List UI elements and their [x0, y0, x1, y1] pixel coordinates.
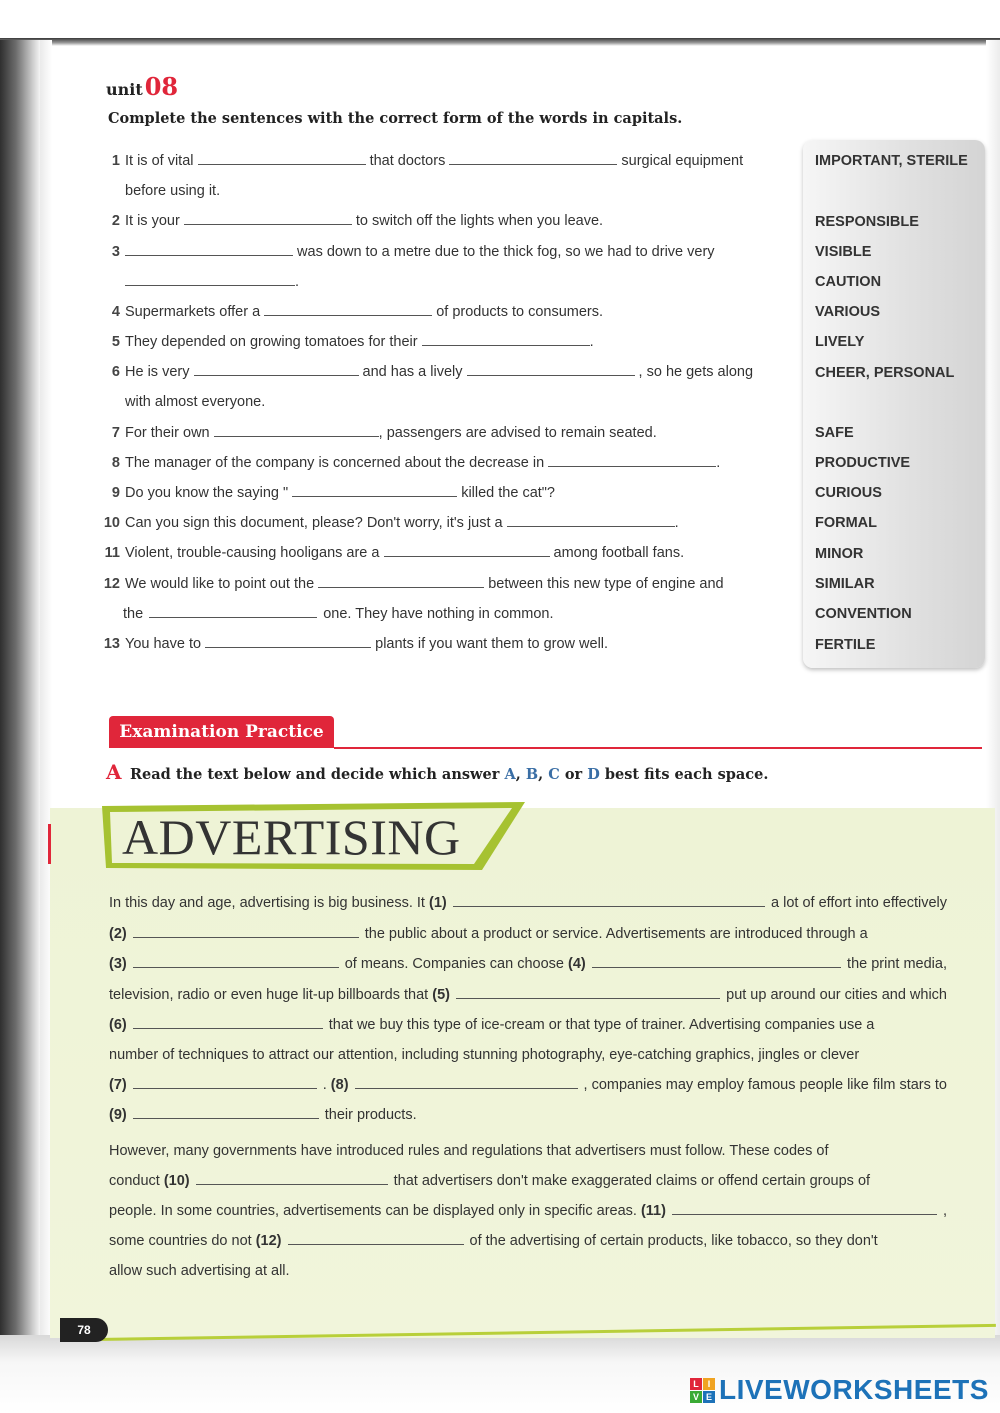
word-bank-item: FORMAL — [815, 515, 878, 531]
question-number: 11 — [104, 545, 120, 561]
gap-number: (1) — [429, 895, 447, 911]
article-text: , — [942, 1203, 947, 1219]
article-text: , companies may employ famous people like film stars to — [583, 1077, 947, 1093]
article-line — [109, 1231, 947, 1251]
answer-blank-10[interactable] — [507, 513, 675, 527]
question-text: We would like to point out the — [125, 576, 315, 592]
word-bank-item: SIMILAR — [815, 576, 875, 592]
part-text: best fits each space. — [604, 766, 769, 783]
article-text: number of techniques to attract our attention, including stunning photography, eye-catching graphics, jingles or clever — [109, 1047, 860, 1063]
article-text: people. In some countries, advertisements can be displayed only in specific areas. — [109, 1203, 637, 1219]
part-a-instruction: A Read the text below and decide which answer A, B, C or D best fits each space. — [106, 760, 769, 784]
book-spine-shadow — [0, 40, 40, 1340]
question-text: , passengers are advised to remain seated. — [378, 425, 657, 441]
question-number: 7 — [111, 425, 120, 441]
option-a: A — [504, 766, 516, 783]
question-12 — [96, 574, 791, 594]
article-line — [109, 1141, 947, 1161]
option-b: B — [525, 766, 539, 783]
part-text: Read the text below and decide which answer — [129, 766, 500, 783]
article-line — [109, 1015, 947, 1035]
article-text: allow such advertising at all. — [109, 1263, 290, 1279]
question-text: It is of vital — [125, 153, 194, 169]
gap-5[interactable] — [456, 985, 720, 999]
article-text: a lot of effort into effectively — [771, 895, 947, 911]
question-9 — [96, 483, 791, 503]
question-7 — [96, 423, 791, 443]
question-text: He is very — [125, 364, 190, 380]
article-text: some countries do not — [109, 1233, 252, 1249]
question-2 — [96, 211, 791, 231]
answer-blank-3b[interactable] — [125, 272, 295, 286]
article-text: of the advertising of certain products, like tobacco, so they don't — [469, 1233, 878, 1249]
word-bank-item: RESPONSIBLE — [815, 214, 919, 230]
word-bank-item: SAFE — [815, 425, 854, 441]
answer-blank-6b[interactable] — [467, 362, 635, 376]
question-3 — [96, 242, 791, 262]
question-text: was down to a metre due to the thick fog, so we had to drive very — [297, 244, 715, 260]
answer-blank-4[interactable] — [264, 302, 432, 316]
question-number: 6 — [111, 364, 120, 380]
question-8 — [96, 453, 791, 473]
gap-8[interactable] — [355, 1075, 578, 1089]
question-text: and has a lively — [362, 364, 463, 380]
gap-number: (6) — [109, 1017, 127, 1033]
article-line — [109, 1261, 947, 1281]
gap-2[interactable] — [133, 924, 359, 938]
liveworksheets-icon — [690, 1378, 715, 1403]
answer-blank-12b[interactable] — [149, 604, 317, 618]
gap-number: (2) — [109, 926, 127, 942]
question-5 — [96, 332, 791, 352]
answer-blank-5[interactable] — [422, 332, 590, 346]
gap-1[interactable] — [453, 893, 765, 907]
unit-word: unit — [106, 80, 143, 99]
option-c: C — [548, 766, 560, 783]
answer-blank-7[interactable] — [214, 423, 379, 437]
article-background — [50, 808, 995, 1338]
word-bank-item: CONVENTION — [815, 606, 912, 622]
question-6-continuation: with almost everyone. — [125, 394, 266, 410]
question-text: the — [123, 606, 144, 622]
gap-number: (3) — [109, 956, 127, 972]
article-text: the print media, — [847, 956, 947, 972]
article-text: put up around our cities and which — [726, 987, 947, 1003]
question-number: 2 — [111, 213, 120, 229]
question-text: one. They have nothing in common. — [323, 606, 554, 622]
answer-blank-12a[interactable] — [318, 574, 484, 588]
question-text: It is your — [125, 213, 180, 229]
part-text: or — [564, 766, 583, 783]
question-number: 5 — [111, 334, 120, 350]
answer-blank-1b[interactable] — [449, 151, 617, 165]
word-bank-item: VARIOUS — [815, 304, 880, 320]
gap-number: (10) — [163, 1173, 190, 1189]
question-6 — [96, 362, 791, 382]
article-text: of means. Companies can choose — [344, 956, 564, 972]
question-text: to switch off the lights when you leave. — [355, 213, 604, 229]
exercise-instruction: Complete the sentences with the correct form of the words in capitals. — [108, 110, 683, 127]
article-text: . — [322, 1077, 327, 1093]
gap-10[interactable] — [196, 1171, 388, 1185]
question-text: They depended on growing tomatoes for their — [125, 334, 418, 350]
article-text: that we buy this type of ice-cream or that type of trainer. Advertising companies use a — [328, 1017, 875, 1033]
article-text: the public about a product or service. Advertisements are introduced through a — [364, 926, 868, 942]
answer-blank-1a[interactable] — [198, 151, 366, 165]
question-4 — [96, 302, 791, 322]
liveworksheets-logo[interactable] — [690, 1374, 989, 1406]
gap-number: (9) — [109, 1107, 127, 1123]
article-text: In this day and age, advertising is big business. It — [109, 895, 425, 911]
gap-9[interactable] — [133, 1105, 319, 1119]
part-letter: A — [106, 760, 122, 784]
gap-6[interactable] — [133, 1015, 323, 1029]
article-line — [109, 954, 947, 974]
answer-blank-8[interactable] — [548, 453, 716, 467]
article-line — [109, 1201, 947, 1221]
gap-7[interactable] — [133, 1075, 317, 1089]
question-text: Violent, trouble-causing hooligans are a — [125, 545, 380, 561]
answer-blank-11[interactable] — [384, 543, 550, 557]
gap-number: (7) — [109, 1077, 127, 1093]
question-number: 12 — [103, 576, 120, 592]
word-bank-item: IMPORTANT, STERILE — [815, 153, 968, 169]
word-bank-item: MINOR — [815, 546, 864, 562]
article-line — [109, 924, 947, 944]
article-line — [109, 1171, 947, 1191]
answer-blank-9[interactable] — [292, 483, 457, 497]
gap-number: (12) — [255, 1233, 282, 1249]
unit-number: 08 — [144, 72, 179, 101]
answer-blank-3a[interactable] — [125, 242, 293, 256]
gap-number: (5) — [432, 987, 450, 1003]
article-text: television, radio or even huge lit-up billboards that — [109, 987, 429, 1003]
question-text: . — [589, 334, 594, 350]
gap-number: (11) — [640, 1203, 666, 1219]
question-text: between this new type of engine and — [488, 576, 724, 592]
logo-letter: L — [690, 1378, 702, 1390]
gap-4[interactable] — [592, 954, 841, 968]
answer-blank-2[interactable] — [184, 211, 352, 225]
option-d: D — [587, 766, 600, 783]
exam-practice-label: Examination Practice — [119, 722, 324, 742]
article-line — [109, 985, 947, 1005]
question-text: among football fans. — [553, 545, 685, 561]
gap-3[interactable] — [133, 954, 339, 968]
article-line — [109, 1045, 947, 1065]
gap-number: (8) — [330, 1077, 349, 1093]
question-text: , so he gets along — [638, 364, 754, 380]
word-bank-item: LIVELY — [815, 334, 865, 350]
logo-letter: V — [690, 1391, 702, 1403]
question-text: . — [716, 455, 721, 471]
question-text: . — [674, 515, 679, 531]
exam-practice-tab — [109, 716, 334, 748]
question-1-continuation: before using it. — [125, 183, 221, 199]
article-line — [109, 1105, 947, 1125]
question-11 — [96, 543, 791, 563]
word-bank-item: VISIBLE — [815, 244, 872, 260]
gap-12[interactable] — [288, 1231, 464, 1245]
article-title: ADVERTISING — [122, 809, 461, 865]
question-number: 4 — [111, 304, 120, 320]
page-number: 78 — [60, 1318, 108, 1342]
article-text: conduct — [109, 1173, 160, 1189]
question-text: The manager of the company is concerned about the decrease in — [125, 455, 545, 471]
question-10 — [96, 513, 791, 533]
question-text: Supermarkets offer a — [125, 304, 261, 320]
logo-letter: E — [703, 1391, 715, 1403]
gap-11[interactable] — [672, 1201, 937, 1215]
question-1 — [96, 151, 791, 171]
page-top-shadow — [0, 38, 1000, 46]
question-number: 8 — [111, 455, 120, 471]
question-12-continuation — [123, 604, 554, 624]
answer-blank-6a[interactable] — [194, 362, 359, 376]
gap-number: (4) — [568, 956, 586, 972]
question-text: that doctors — [369, 153, 446, 169]
question-number: 1 — [111, 153, 120, 169]
answer-blank-13[interactable] — [205, 634, 371, 648]
word-bank-item: FERTILE — [815, 637, 876, 653]
article-line — [109, 893, 947, 913]
word-bank-item: CAUTION — [815, 274, 882, 290]
question-text: killed the cat"? — [461, 485, 555, 501]
article-line — [109, 1075, 947, 1095]
article-edge-marker — [48, 824, 51, 864]
question-text: . — [295, 274, 300, 290]
question-text: surgical equipment — [621, 153, 744, 169]
question-13 — [96, 634, 791, 654]
question-3-continuation — [125, 272, 299, 292]
article-text: their products. — [324, 1107, 417, 1123]
question-number: 13 — [103, 636, 120, 652]
exam-divider — [334, 747, 982, 749]
unit-heading — [106, 72, 178, 101]
question-text: Can you sign this document, please? Don't worry, it's just a — [125, 515, 503, 531]
word-bank-item: PRODUCTIVE — [815, 455, 911, 471]
word-bank-item: CHEER, PERSONAL — [815, 365, 955, 381]
question-text: You have to — [125, 636, 202, 652]
question-text: plants if you want them to grow well. — [375, 636, 609, 652]
question-text: Do you know the saying " — [125, 485, 289, 501]
logo-letter: I — [703, 1378, 715, 1390]
question-number: 9 — [111, 485, 120, 501]
article-text: that advertisers don't make exaggerated claims or offend certain groups of — [393, 1173, 871, 1189]
question-text: For their own — [125, 425, 210, 441]
word-bank-item: CURIOUS — [815, 485, 882, 501]
liveworksheets-wordmark: LIVEWORKSHEETS — [719, 1374, 989, 1405]
question-number: 3 — [111, 244, 120, 260]
article-text: However, many governments have introduced rules and regulations that advertisers must follow. These codes of — [109, 1143, 829, 1159]
question-number: 10 — [103, 515, 120, 531]
question-text: of products to consumers. — [436, 304, 604, 320]
